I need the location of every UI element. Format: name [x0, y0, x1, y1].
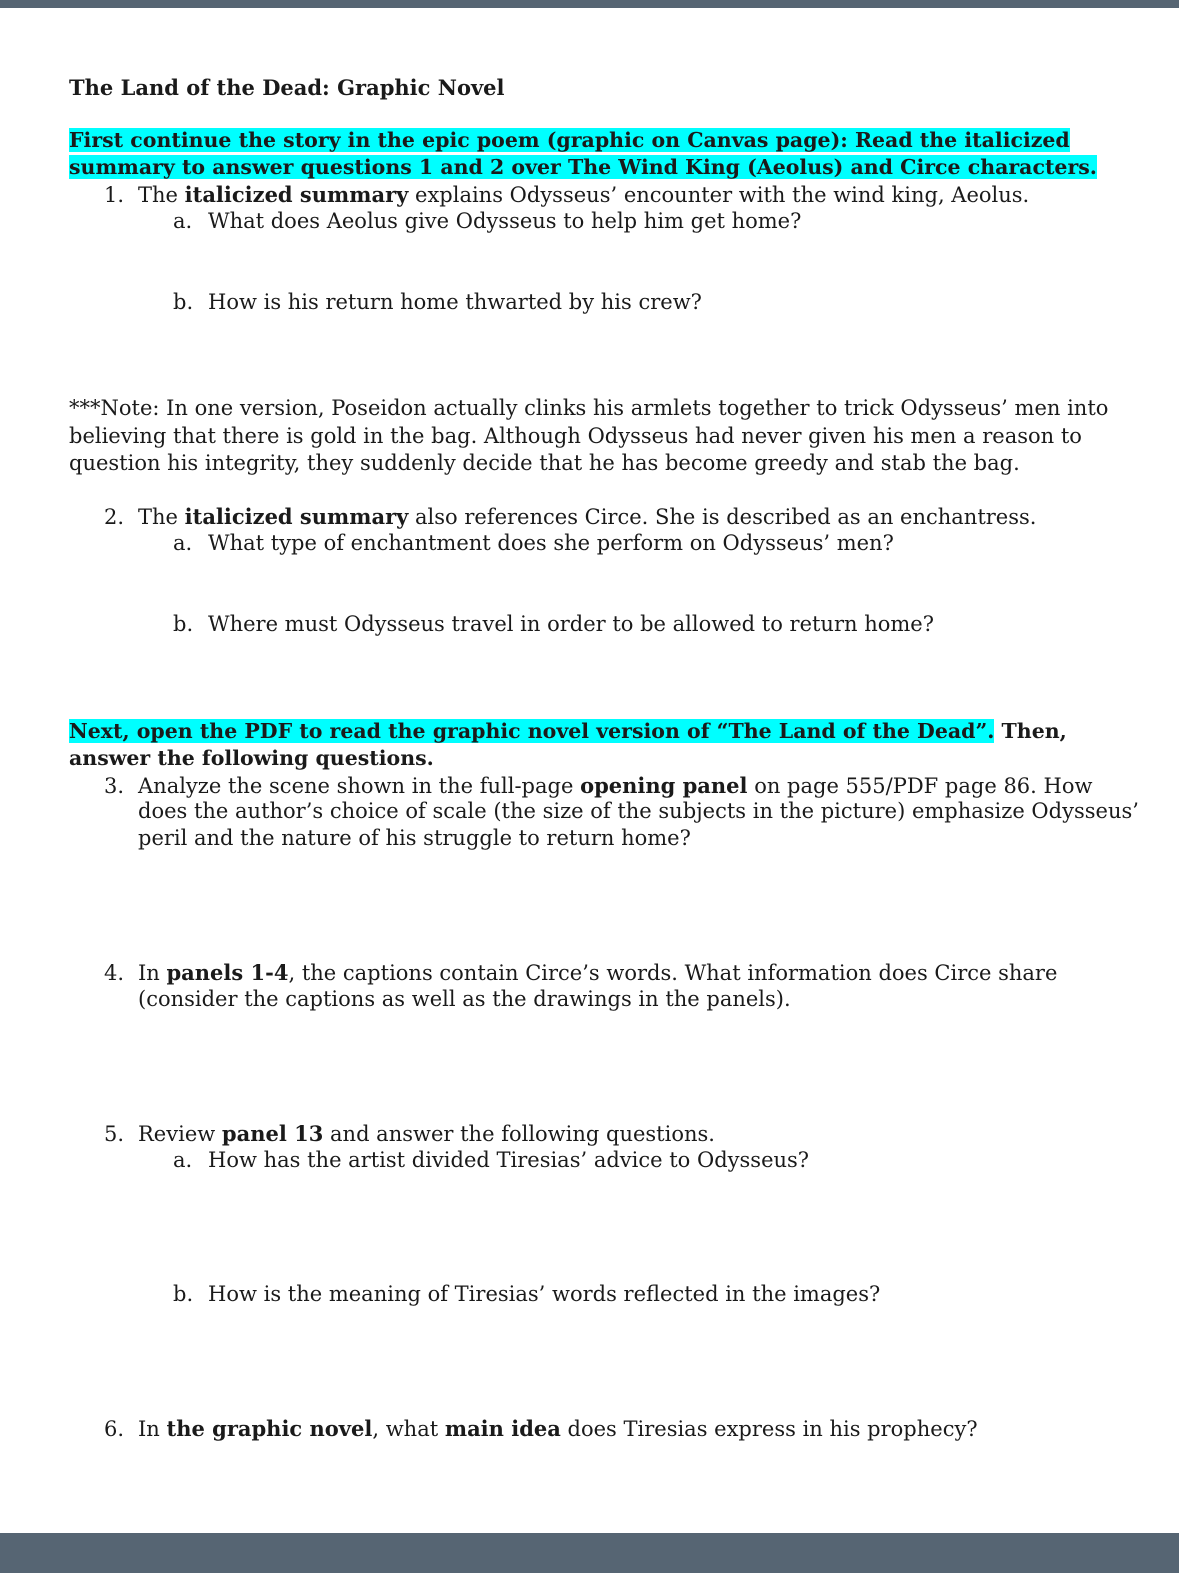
question-text: What does Aeolus give Odysseus to help him get home?	[208, 209, 802, 233]
question-number: 3.	[104, 774, 125, 798]
question-text: How has the artist divided Tiresias’ advice to Odysseus?	[208, 1148, 810, 1172]
note-line-2: believing that there is gold in the bag. Although Odysseus had never given his men a reason to	[69, 424, 1082, 448]
question-3-line-2: does the author’s choice of scale (the size of the subjects in the picture) emphasize Odysseus’	[138, 799, 1139, 823]
question-4	[104, 959, 1057, 987]
question-4-line-2: (consider the captions as well as the drawings in the panels).	[138, 987, 791, 1011]
bold-term: panel 13	[221, 1121, 324, 1146]
question-6	[104, 1415, 978, 1443]
question-text: , the captions contain Circe’s words. What information does Circe share	[288, 961, 1058, 985]
instruction-section2-line1	[69, 718, 1067, 745]
question-number: 6.	[104, 1417, 125, 1441]
top-bar	[0, 0, 1179, 8]
bold-term: panels 1-4	[166, 960, 289, 985]
question-3-line-3: peril and the nature of his struggle to return home?	[138, 826, 691, 850]
instruction-section1-line2	[69, 154, 1097, 181]
question-text: Where must Odysseus travel in order to be allowed to return home?	[208, 612, 934, 636]
question-5b	[173, 1281, 880, 1308]
bold-term: main idea	[444, 1416, 561, 1441]
question-number: 4.	[104, 961, 125, 985]
question-text: Analyze the scene shown in the full-page	[138, 774, 581, 798]
instruction-text: Then,	[994, 719, 1067, 743]
question-5a	[173, 1147, 809, 1174]
question-number: 5.	[104, 1122, 125, 1146]
question-text: In	[138, 1417, 167, 1441]
sub-letter: a.	[173, 1148, 193, 1172]
bold-term: italicized summary	[184, 182, 409, 207]
question-text: on page 555/PDF page 86. How	[747, 774, 1093, 798]
question-text: The	[138, 183, 185, 207]
question-3	[104, 772, 1092, 800]
question-text: In	[138, 961, 167, 985]
question-number: 1.	[104, 183, 125, 207]
question-text: and answer the following questions.	[323, 1122, 715, 1146]
bottom-bar	[0, 1533, 1179, 1573]
question-1b	[173, 289, 702, 316]
sub-letter: b.	[173, 612, 194, 636]
bold-term: italicized summary	[184, 504, 409, 529]
question-5	[104, 1120, 715, 1148]
highlight: Next, open the PDF to read the graphic novel version of “The Land of the Dead”.	[69, 719, 995, 743]
sub-letter: a.	[173, 209, 193, 233]
question-text: Review	[138, 1122, 222, 1146]
note-line-1: ***Note: In one version, Poseidon actually clinks his armlets together to trick Odysseus’ men into	[69, 396, 1109, 420]
question-1	[104, 181, 1029, 209]
document-title: The Land of the Dead: Graphic Novel	[69, 75, 505, 100]
instruction-section2-line2: answer the following questions.	[69, 746, 434, 770]
question-2a	[173, 530, 894, 557]
sub-letter: b.	[173, 290, 194, 314]
highlight: summary to answer questions 1 and 2 over The Wind King (Aeolus) and Circe characters.	[69, 155, 1097, 179]
question-text: How is the meaning of Tiresias’ words reflected in the images?	[208, 1282, 881, 1306]
bold-term: the graphic novel	[166, 1416, 373, 1441]
sub-letter: a.	[173, 531, 193, 555]
bold-term: opening panel	[580, 773, 748, 798]
question-1a	[173, 208, 801, 235]
sub-letter: b.	[173, 1282, 194, 1306]
question-text: does Tiresias express in his prophecy?	[560, 1417, 978, 1441]
question-2b	[173, 611, 934, 638]
question-text: , what	[372, 1417, 445, 1441]
question-text: explains Odysseus’ encounter with the wind king, Aeolus.	[408, 183, 1030, 207]
question-number: 2.	[104, 505, 125, 529]
question-2	[104, 503, 1036, 531]
question-text: The	[138, 505, 185, 529]
question-text: What type of enchantment does she perform on Odysseus’ men?	[208, 531, 894, 555]
question-text: How is his return home thwarted by his crew?	[208, 290, 702, 314]
question-text: also references Circe. She is described as an enchantress.	[408, 505, 1037, 529]
note-line-3: question his integrity, they suddenly decide that he has become greedy and stab the bag.	[69, 451, 1020, 475]
instruction-section1-line1	[69, 127, 1070, 154]
highlight: First continue the story in the epic poem (graphic on Canvas page): Read the italicized	[69, 128, 1070, 152]
